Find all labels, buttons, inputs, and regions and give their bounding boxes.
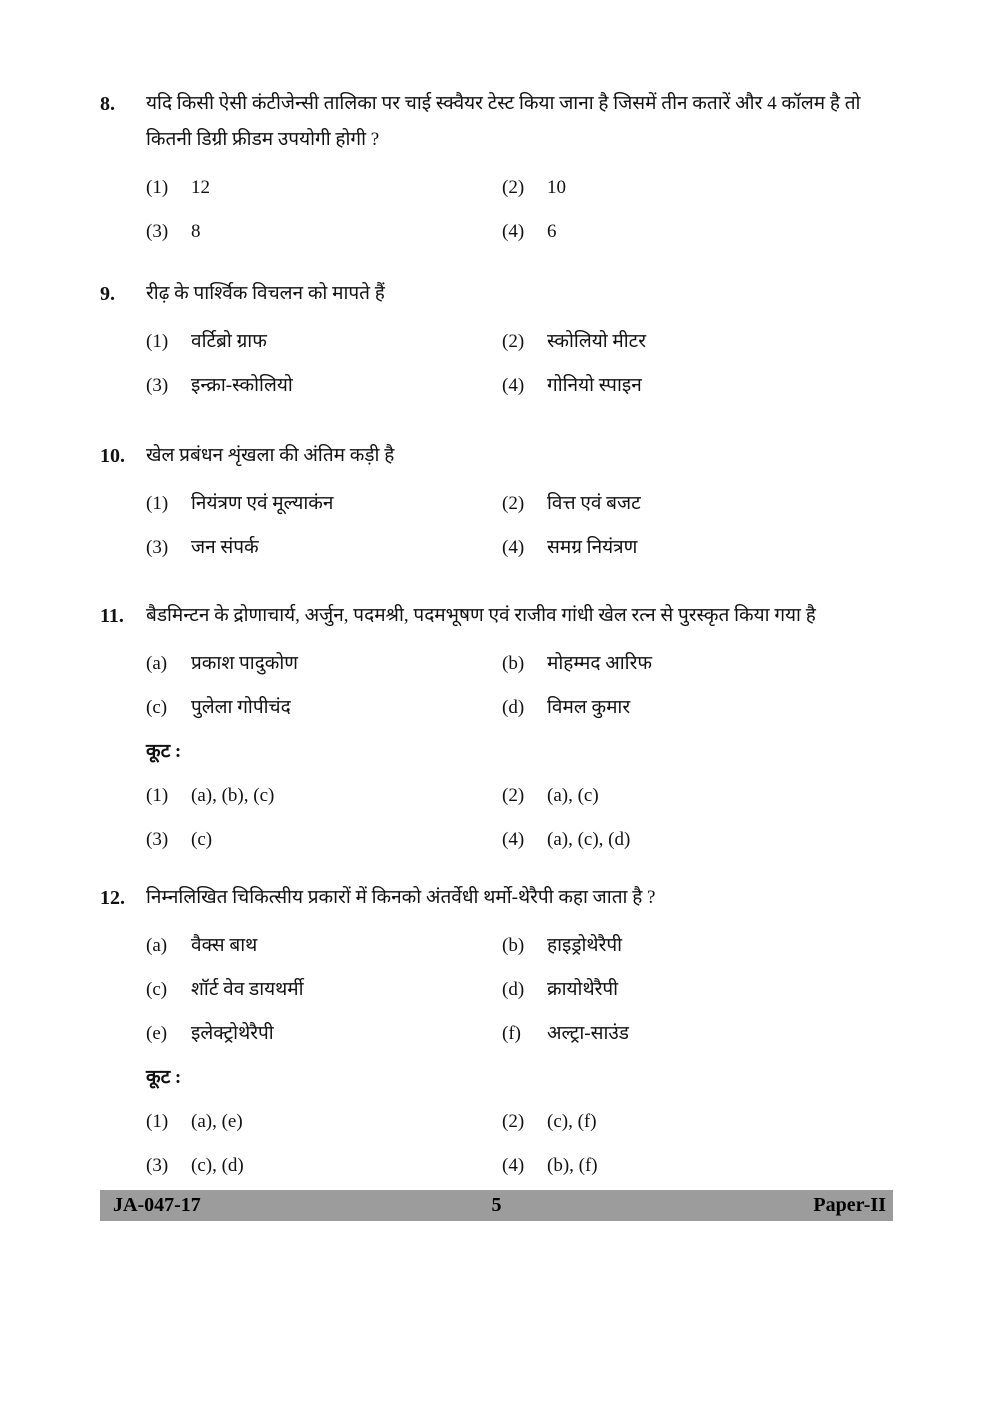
option-text: नियंत्रण एवं मूल्याकंन <box>191 493 334 514</box>
question-11 <box>100 598 900 854</box>
code-option-row <box>146 1151 900 1180</box>
option-marker: (2) <box>502 177 525 198</box>
option-text: 12 <box>191 177 210 198</box>
question-text: खेल प्रबंधन शृंखला की अंतिम कड़ी है <box>146 445 395 466</box>
option-marker: (b) <box>502 935 525 956</box>
option-text: 10 <box>547 177 566 198</box>
option-marker: (4) <box>502 1155 525 1176</box>
option-row <box>146 1019 900 1048</box>
option-row <box>146 371 900 400</box>
question-number: 12. <box>100 887 125 909</box>
question-header <box>100 438 900 474</box>
footer-bar <box>100 1190 893 1221</box>
option-marker: (1) <box>146 785 169 806</box>
option-text: वैक्स बाथ <box>191 935 258 956</box>
option-text: प्रकाश पादुकोण <box>191 653 299 674</box>
option-marker: (1) <box>146 1111 169 1132</box>
code-option-row <box>146 781 900 810</box>
question-text: निम्नलिखित चिकित्सीय प्रकारों में किनको अंतर्वेधी थर्मो-थेरैपी कहा जाता है ? <box>146 887 656 908</box>
option-text: विमल कुमार <box>547 697 631 718</box>
code-label: कूट : <box>146 741 182 762</box>
option <box>502 975 618 1004</box>
option-text: स्कोलियो मीटर <box>547 331 647 352</box>
option <box>146 1019 502 1048</box>
option-marker: (2) <box>502 1111 525 1132</box>
option-text: गोनियो स्पाइन <box>547 375 642 396</box>
code-option <box>146 781 502 810</box>
code-option-row <box>146 1107 900 1136</box>
question-9 <box>100 276 900 400</box>
option-text: 6 <box>547 221 557 242</box>
code-option <box>502 825 630 854</box>
option-marker: (4) <box>502 829 525 850</box>
footer-booklet-code: JA-047-17 <box>113 1194 201 1216</box>
option-row <box>146 693 900 722</box>
option-marker: (3) <box>146 1155 169 1176</box>
option <box>146 489 502 518</box>
code-option <box>146 1107 502 1136</box>
option <box>502 649 652 678</box>
option <box>502 931 622 960</box>
question-header <box>100 276 900 312</box>
question-header <box>100 598 900 634</box>
option-row <box>146 975 900 1004</box>
option <box>502 371 642 400</box>
option <box>146 173 502 202</box>
option-marker: (a) <box>146 935 168 956</box>
option <box>146 533 502 562</box>
option-text: शॉर्ट वेव डायथर्मी <box>191 979 304 1000</box>
question-number: 9. <box>100 283 115 305</box>
option-text: वित्त एवं बजट <box>547 493 641 514</box>
option-marker: (3) <box>146 537 169 558</box>
option <box>502 489 641 518</box>
code-option <box>502 781 599 810</box>
option <box>146 371 502 400</box>
option <box>146 931 502 960</box>
code-label: कूट : <box>146 1067 182 1088</box>
question-text: यदि किसी ऐसी कंटीजेन्सी तालिका पर चाई स्क्वैयर टेस्ट किया जाना है जिसमें तीन कतारें और 4 कॉलम है तो कितनी डिग्री फ्रीडम उपयोगी होगी ? <box>146 93 861 150</box>
option-marker: (f) <box>502 1023 521 1044</box>
option-text: हाइड्रोथेरैपी <box>547 935 623 956</box>
question-number: 10. <box>100 445 125 467</box>
option <box>502 693 630 722</box>
option-marker: (1) <box>146 177 169 198</box>
option <box>502 327 646 356</box>
option-text: (a), (b), (c) <box>191 785 275 806</box>
option <box>146 975 502 1004</box>
question-8 <box>100 86 900 246</box>
question-10 <box>100 438 900 562</box>
option <box>502 173 566 202</box>
option <box>146 327 502 356</box>
code-option <box>146 1151 502 1180</box>
option-marker: (4) <box>502 537 525 558</box>
option-text: (c), (d) <box>191 1155 244 1176</box>
option <box>502 217 557 246</box>
option-marker: (b) <box>502 653 525 674</box>
question-number: 8. <box>100 93 115 115</box>
option-row <box>146 327 900 356</box>
option-marker: (2) <box>502 331 525 352</box>
option-marker: (d) <box>502 697 525 718</box>
option-marker: (2) <box>502 785 525 806</box>
option-text: (a), (c) <box>547 785 599 806</box>
question-text: रीढ़ के पार्श्विक विचलन को मापते हैं <box>146 283 385 304</box>
question-number: 11. <box>100 605 124 627</box>
option-text: वर्टिब्रो ग्राफ <box>191 331 267 352</box>
option-text: (c), (f) <box>547 1111 597 1132</box>
option-marker: (4) <box>502 221 525 242</box>
option <box>146 693 502 722</box>
option <box>502 533 637 562</box>
option-marker: (4) <box>502 375 525 396</box>
option-text: 8 <box>191 221 201 242</box>
option-marker: (3) <box>146 375 169 396</box>
option-marker: (2) <box>502 493 525 514</box>
option-row <box>146 173 900 202</box>
option-row <box>146 533 900 562</box>
option-marker: (a) <box>146 653 168 674</box>
question-text: बैडमिन्टन के द्रोणाचार्य, अर्जुन, पदमश्री, पदमभूषण एवं राजीव गांधी खेल रत्न से पुरस्कृत किया गया है <box>146 605 816 626</box>
option-text: इन्क्रा-स्कोलियो <box>191 375 293 396</box>
option-marker: (c) <box>146 979 168 1000</box>
option-text: इलेक्ट्रोथेरैपी <box>191 1023 274 1044</box>
option-row <box>146 649 900 678</box>
option-marker: (1) <box>146 493 169 514</box>
option-marker: (d) <box>502 979 525 1000</box>
footer-paper-label: Paper-II <box>813 1194 886 1216</box>
code-option-row <box>146 825 900 854</box>
option-text: पुलेला गोपीचंद <box>191 697 291 718</box>
question-12 <box>100 880 900 1180</box>
option-text: अल्ट्रा-साउंड <box>547 1023 629 1044</box>
option-marker: (e) <box>146 1023 168 1044</box>
option-text: (c) <box>191 829 213 850</box>
option <box>146 649 502 678</box>
option-text: समग्र नियंत्रण <box>547 537 638 558</box>
option-text: (a), (c), (d) <box>547 829 631 850</box>
option-row <box>146 489 900 518</box>
question-header <box>100 880 900 916</box>
option-text: (a), (e) <box>191 1111 243 1132</box>
option <box>146 217 502 246</box>
option-text: मोहम्मद आरिफ <box>547 653 653 674</box>
option <box>502 1019 629 1048</box>
question-header <box>100 86 900 158</box>
option-marker: (1) <box>146 331 169 352</box>
footer-page-number: 5 <box>491 1194 502 1216</box>
option-text: जन संपर्क <box>191 537 259 558</box>
option-row <box>146 931 900 960</box>
option-row <box>146 217 900 246</box>
option-marker: (3) <box>146 829 169 850</box>
option-marker: (3) <box>146 221 169 242</box>
option-marker: (c) <box>146 697 168 718</box>
option-text: (b), (f) <box>547 1155 598 1176</box>
code-option <box>502 1151 598 1180</box>
code-option <box>146 825 502 854</box>
code-option <box>502 1107 597 1136</box>
option-text: क्रायोथेरैपी <box>547 979 619 1000</box>
